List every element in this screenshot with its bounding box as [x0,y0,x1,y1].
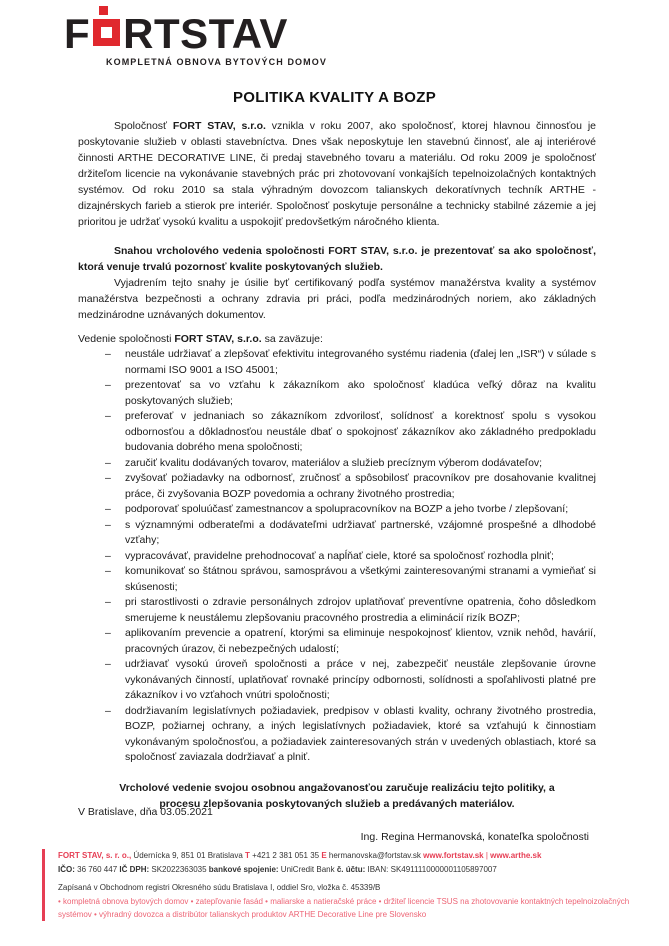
footer-contact-line [58,849,641,863]
text-segment: FORT STAV, s. r. o., [58,851,132,860]
list-dash-marker: – [105,348,111,360]
text-segment: SK2022363035 [149,864,209,874]
commitment-text: s významnými odberateľmi a dodávateľmi udržiavať partnerské, vzájomné prospešné a dlhodobé vzťahy; [125,518,596,546]
text-segment: www.arthe.sk [490,851,542,860]
commitment-item [105,378,596,409]
commitment-text: zaručiť kvalitu dodávaných tovarov, materiálov a služieb precíznym výberom dodávateľov; [125,456,543,469]
logo-big-square-icon [93,19,120,46]
text-segment: UniCredit Bank [278,864,337,874]
commitment-item [105,518,596,549]
list-dash-marker: – [105,379,111,391]
commitment-item [105,626,596,657]
text-segment: FORT STAV, s.r.o. [172,120,266,132]
text-segment: IČO: [58,864,75,874]
footer-registration-ids-line [58,863,641,877]
commitments-list [78,347,596,766]
commitment-text: zvyšovať požiadavky na odbornosť, zručnosť a spôsobilosť pracovníkov pre dosahovanie kvalitnej práce, či zvyšovania BOZP povedomia a ochrany životného prostredia; [125,472,596,500]
text-segment: IČ DPH: [119,864,150,874]
commitment-item [105,347,596,378]
commitment-text: dodržiavaním legislatívnych požiadaviek, predpisov v oblasti kvality, ochrany životného prostredia, BOZP, požiarnej ochrany, a iných legislatívnych požiadaviek, ktoré sa vzťahujú k činnostiam vykonávaným spoločnosťou, a požiadaviek zainteresovaných strán v uvedených oblastiach, ktoré sa spoločnosť zaviazala dodržiavať a plniť. [125,704,596,763]
commitment-item [105,456,596,472]
text-segment: 36 760 447 [74,864,120,874]
list-dash-marker: – [105,410,111,422]
logo-small-square-icon [99,6,108,15]
logo-letter-f: F [64,10,91,57]
list-dash-marker: – [105,472,111,484]
closing-statement: Vrcholové vedenie svojou osobnou angažovanosťou zaručuje realizáciu tejto politiky, a procesu zlepšovania poskytovaných služieb a predávaných materiálov. [119,781,555,810]
place-date: V Bratislave, dňa 03.05.2021 [78,806,213,818]
document-body [78,118,596,812]
commitment-text: preferovať v jednaniach so zákazníkom zdvorilosť, solídnosť a korektnosť spolu s vysokou odbornosťou a dôkladnosťou neustále dbať o spokojnosť zákazníkov ako základného predpokladu budovania dobrého mena spoločnosti; [125,410,596,453]
footer-court-register-line: Zapísaná v Obchodnom registri Okresného súdu Bratislava I, oddiel Sro, vložka č. 45339/B [58,883,381,892]
footer-services-line: • kompletná obnova bytových domov • zatepľovanie fasád • maliarske a natieračské práce • držiteľ licencie TSUS na zhotovovanie kontaktných tepelnoizolačných systémov • výhradný dovozca a distribútor talianskych produktov ARTHE Decorative Line pre Slovensko [58,896,630,919]
list-dash-marker: – [105,658,111,670]
commitment-text: udržiavať vysokú úroveň spoločnosti a práce v nej, zabezpečiť neustále zlepšovanie úrovne vykonávaných činností, uplatňovať rovnaké princípy odbornosti, solídnosti a spoľahlivosti platné pre zákazníkov i vo vzťahoch vnútri spoločnosti; [125,658,596,701]
text-segment: bankové spojenie: [208,864,279,874]
page-title: POLITIKA KVALITY A BOZP [232,89,436,106]
text-segment: Vyjadrením tejto snahy je úsilie byť certifikovaný podľa systémov manažérstva kvality a systémov manažérstva bezpečnosti a ochrany zdravia pri práci, podľa medzinárodných noriem, ako základných medzinárodne uznávaných dokumentov. [78,277,596,321]
logo-tagline: KOMPLETNÁ OBNOVA BYTOVÝCH DOMOV [106,57,327,67]
text-segment: sa zaväzuje: [261,333,323,345]
commitment-text: aplikovaním prevencie a opatrení, ktorými sa eliminuje nespokojnosť klientov, vznik nehôd, havárií, pracovných úrazov, či nebezpečných udalostí; [125,627,596,655]
commitment-text: podporovať spoluúčasť zamestnancov a spolupracovníkov na BOZP a jeho tvorbe / zlepšovaní; [125,503,569,515]
commitment-text: pri starostlivosti o zdravie personálnych zdrojov uplatňovať preventívne opatrenia, čoho dôsledkom smerujeme k neustálemu zlepšovaniu pracovného prostredia a eliminácií rizík BOZP; [125,596,596,624]
commitment-item [105,409,596,456]
signature-name-title: Ing. Regina Hermanovská, konateľka spoločnosti [360,831,589,843]
logo-square-icon [93,19,120,46]
text-segment: www.fortstav.sk [423,851,484,860]
paragraph-certification [78,275,596,323]
text-segment: Snahou vrcholového vedenia spoločnosti FORT STAV, s.r.o. je prezentovať sa ako spoločnosť, ktorá venuje trvalú pozornosť kvalite poskytovaných služieb. [78,245,596,273]
list-dash-marker: – [105,549,111,562]
text-segment: Údernícka 9, 851 01 Bratislava [131,851,246,860]
text-segment: vznikla v roku 2007, ako spoločnosť, ktorej hlavnou činnosťou je poskytovanie služieb v oblasti stavebníctva. Dnes však neposkytuje len stavebnú činnosť, ale aj interiérové činnosti ARTHE DECORATIVE LINE, či predaj stavebného tovaru a materiálu. Od roku 2009 je spoločnosť držiteľom licencie na vykonávanie stavebných prác pri zhotovovaní vonkajších tepelnoizolačných kontaktných systémov. Od roku 2010 sa stala výhradným dovozcom talianskych dekoratívnych techník ARTHE - dizajnérskych farieb a stierok pre interiér. Spoločnosť poskytuje personálne a technicky stabilné zázemie a jej prioritou je udržať vysokú kvalitu a uspokojiť predovšetkým náročného klienta. [78,120,596,228]
text-segment: +421 2 381 051 35 [249,851,322,860]
commitment-item [105,704,596,766]
text-segment: hermanovska@fortstav.sk [326,851,424,860]
commitment-item [105,502,596,518]
text-segment: č. účtu: [336,864,366,874]
text-segment: IBAN: SK4911110000001105897007 [365,864,497,874]
commitments-intro [78,331,596,347]
logo-letters-rtstav: RTSTAV [123,10,288,57]
text-segment: E [321,851,327,860]
commitment-item [105,564,596,595]
company-footer [42,849,641,921]
commitment-text: vypracovávať, pravidelne prehodnocovať a napĺňať ciele, ktoré sa spoločnosť rozhodla plniť; [125,549,554,562]
commitment-item [105,595,596,626]
paragraph-intro-company [78,118,596,230]
commitment-text: neustále udržiavať a zlepšovať efektivitu integrovaného systému riadenia (ďalej len „ISR“) v súlade s normami ISO 9001 a ISO 45001; [125,348,596,376]
logo-wordmark [64,10,669,57]
text-segment: FORT STAV, s.r.o. [174,333,262,345]
list-dash-marker: – [105,518,111,531]
date-signature-block [78,806,589,843]
text-segment: Spoločnosť [114,120,173,132]
list-dash-marker: – [105,565,111,577]
list-dash-marker: – [105,704,111,717]
list-dash-marker: – [105,596,111,608]
list-dash-marker: – [105,456,111,469]
text-segment: | [483,851,491,860]
text-segment: Vedenie spoločnosti [78,333,175,345]
commitment-item [105,471,596,502]
commitment-item [105,549,596,565]
list-dash-marker: – [105,627,111,639]
paragraph-management-effort [78,243,596,275]
text-segment: T [245,851,250,860]
list-dash-marker: – [105,503,111,515]
commitment-text: komunikovať so štátnou správou, samosprávou a všetkými zainteresovanými stranami a vymieňať si skúsenosti; [125,565,596,593]
fortstav-logo [0,0,669,67]
commitment-item [105,657,596,704]
commitment-text: prezentovať sa vo vzťahu k zákazníkom ako spoločnosť kladúca veľký dôraz na kvalitu poskytovaných služieb; [125,379,596,407]
